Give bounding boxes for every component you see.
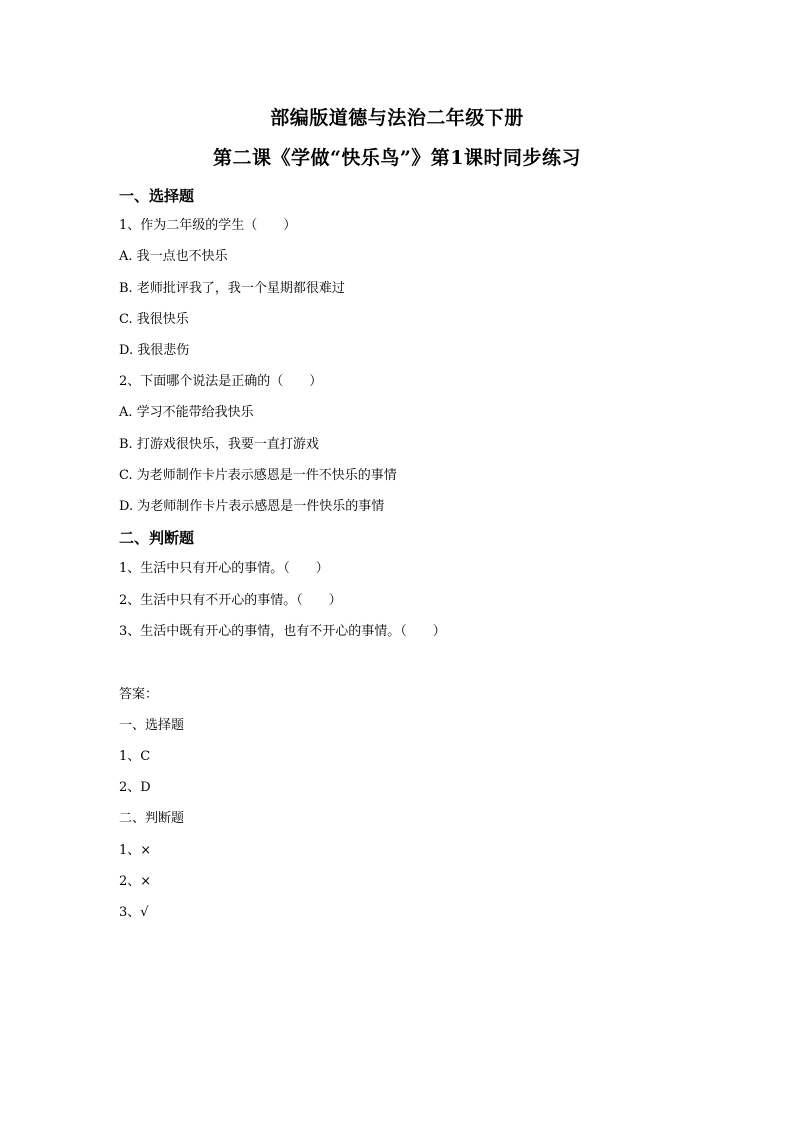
question-1-option-d: D. 我很悲伤 — [119, 343, 190, 358]
question-1-option-c: C. 我很快乐 — [119, 312, 189, 327]
question-2-option-a: A. 学习不能带给我快乐 — [119, 405, 254, 420]
question-1-option-b: B. 老师批评我了，我一个星期都很难过 — [119, 281, 345, 296]
document-title: 部编版道德与法治二年级下册 — [270, 107, 524, 129]
question-2-option-d: D. 为老师制作卡片表示感恩是一件快乐的事情 — [119, 499, 385, 514]
question-2-option-c: C. 为老师制作卡片表示感恩是一件不快乐的事情 — [119, 468, 397, 483]
question-1-option-a: A. 我一点也不快乐 — [119, 249, 228, 264]
question-2-option-b: B. 打游戏很快乐，我要一直打游戏 — [119, 437, 319, 452]
document-subtitle: 第二课《学做“快乐鸟”》第1课时同步练习 — [212, 147, 582, 169]
answer-choice-2: 2、D — [119, 780, 151, 795]
judgment-item-2: 2、生活中只有不开心的事情。（ ） — [119, 593, 342, 608]
answers-section-choice: 一、选择题 — [119, 718, 185, 733]
question-1-stem: 1、作为二年级的学生（ ） — [119, 218, 297, 233]
answers-section-true-false: 二、判断题 — [119, 811, 185, 826]
answer-judgment-2: 2、× — [119, 874, 152, 889]
question-2-stem: 2、下面哪个说法是正确的（ ） — [119, 374, 323, 389]
answer-choice-1: 1、C — [119, 749, 151, 764]
judgment-item-1: 1、生活中只有开心的事情。（ ） — [119, 561, 329, 576]
section-heading-choice: 一、选择题 — [119, 187, 195, 205]
judgment-item-3: 3、生活中既有开心的事情，也有不开心的事情。（ ） — [119, 624, 446, 639]
answer-judgment-3: 3、√ — [119, 905, 149, 920]
answers-label: 答案： — [119, 687, 159, 702]
answer-judgment-1: 1、× — [119, 843, 152, 858]
section-heading-true-false: 二、判断题 — [119, 529, 195, 547]
